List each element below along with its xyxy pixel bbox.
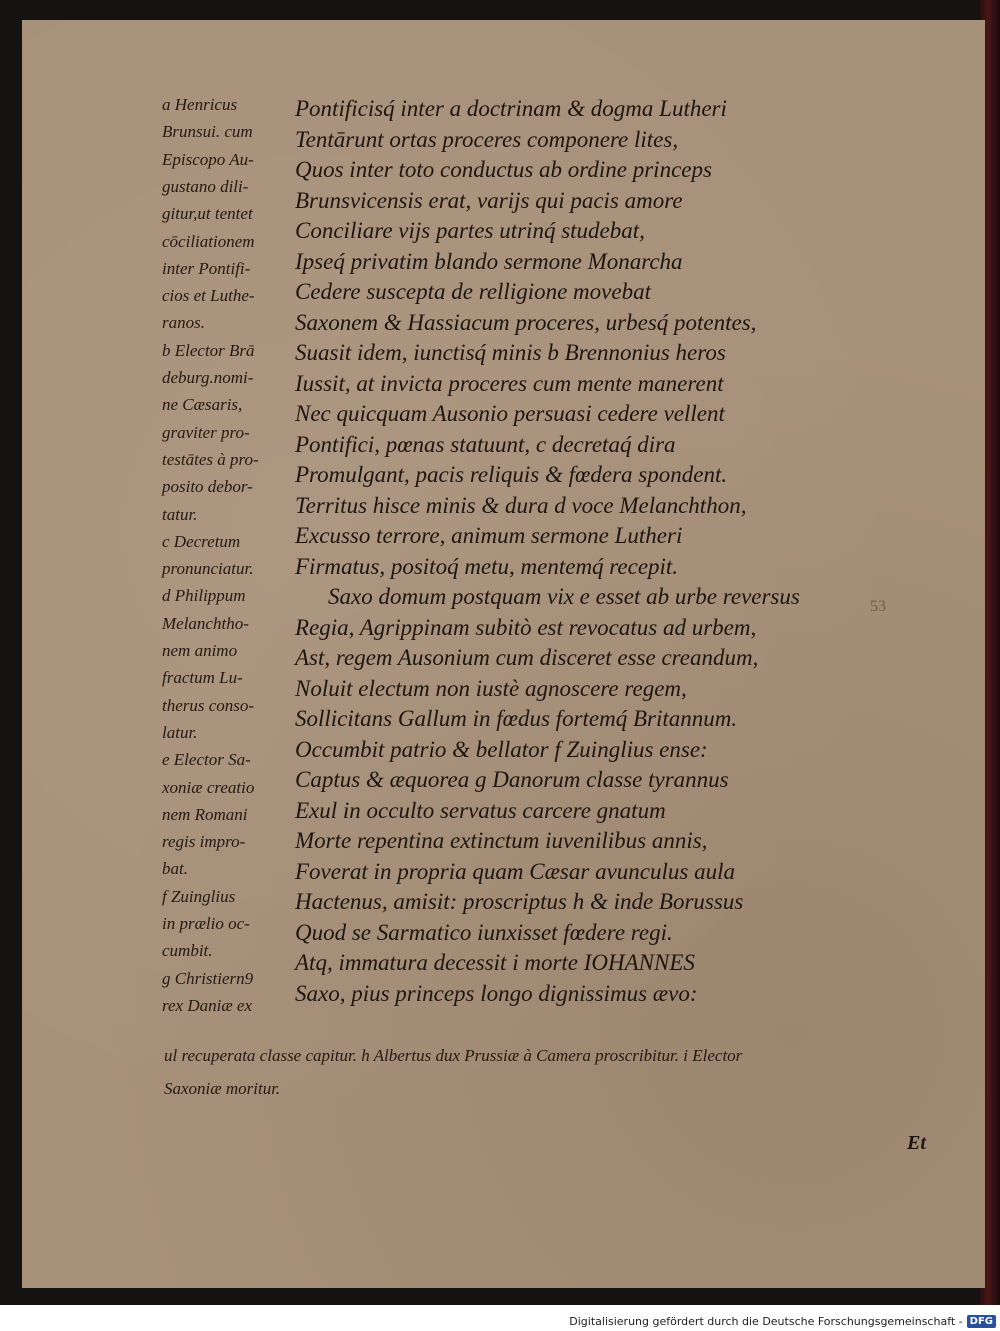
footer-text: Digitalisierung gefördert durch die Deutsche Forschungsgemeinschaft -: [569, 1314, 963, 1328]
verse-line: Saxo domum postquam vix e esset ab urbe reversus: [328, 584, 800, 609]
margin-note-line: gustano dili-: [162, 176, 249, 196]
verse-line: Pontifici, pœnas statuunt, c decretaq́ dira: [295, 431, 676, 457]
margin-note-line: fractum Lu-: [162, 668, 243, 688]
margin-note-line: b Elector Brā: [162, 340, 255, 360]
margin-note-line: latur.: [162, 722, 198, 742]
verse-line: Exul in occulto servatus carcere gnatum: [295, 797, 666, 823]
margin-note-line: Melanchtho-: [162, 613, 249, 633]
margin-note-line: Brunsui. cum: [162, 122, 253, 142]
verse-line: Saxo, pius princeps longo dignissimus ævo:: [295, 980, 698, 1006]
verse-line: Nec quicquam Ausonio persuasi cedere vellent: [295, 401, 725, 426]
book-page: [22, 20, 985, 1288]
margin-note-line: xoniæ creatio: [162, 777, 255, 797]
margin-note-line: deburg.nomi-: [162, 368, 254, 387]
margin-note-line: nem Romani: [162, 804, 248, 824]
verse-line: Ast, regem Ausonium cum disceret esse creandum,: [295, 645, 759, 670]
verse-line: Territus hisce minis & dura d voce Melanchthon,: [295, 492, 747, 518]
margin-note-line: posito debor-: [162, 477, 253, 497]
verse-line: Captus & æquorea g Danorum classe tyrannus: [295, 767, 729, 792]
verse-line: Brunsvicensis erat, varijs qui pacis amore: [295, 187, 683, 213]
verse-line: Suasit idem, iunctisq́ minis b Brennonius heros: [295, 340, 726, 365]
margin-note-line: nem animo: [162, 641, 238, 660]
verse-line: Excusso terrore, animum sermone Lutheri: [295, 523, 683, 548]
margin-note-line: Episcopo Au-: [162, 149, 254, 169]
bottom-note-line-2: Saxoniæ moritur.: [164, 1079, 281, 1098]
margin-note-line: e Elector Sa-: [162, 750, 251, 770]
margin-note-line: cumbit.: [162, 941, 213, 961]
verse-line: Regia, Agrippinam subitò est revocatus ad urbem,: [295, 614, 757, 640]
verse-line: Quod se Sarmatico iunxisset fœdere regi.: [295, 919, 673, 945]
margin-note-line: d Philippum: [162, 586, 246, 606]
bottom-note-line-1: ul recuperata classe capitur. h Albertus dux Prussiæ à Camera proscribitur. i Elector: [164, 1046, 743, 1065]
margin-note-line: f Zuinglius: [162, 886, 236, 906]
margin-note-line: g Christiern9: [162, 968, 254, 988]
margin-note-line: cōciliationem: [162, 231, 255, 251]
margin-note-line: pronunciatur.: [162, 559, 254, 579]
catchword: Et: [907, 1132, 926, 1154]
verse-line: Hactenus, amisit: proscriptus h & inde Borussus: [295, 889, 744, 914]
margin-note-line: a Henricus: [162, 95, 238, 114]
margin-note-line: therus conso-: [162, 695, 255, 715]
verse-line: Atq, immatura decessit i morte IOHANNES: [295, 950, 695, 975]
verse-line: Iussit, at invicta proceres cum mente manerent: [295, 370, 724, 396]
margin-note-line: in prælio oc-: [162, 914, 250, 933]
margin-note-line: graviter pro-: [162, 422, 250, 442]
verse-line: Quos inter toto conductus ab ordine princeps: [295, 157, 712, 182]
verse-line: Promulgant, pacis reliquis & fœdera spondent.: [295, 462, 728, 487]
margin-note-line: ne Cæsaris,: [162, 395, 243, 415]
margin-note-line: c Decretum: [162, 531, 241, 551]
verse-line: Conciliare vijs partes utrinq́ studebat,: [295, 218, 645, 243]
verse-line: Morte repentina extinctum iuvenilibus annis,: [295, 828, 708, 853]
verse-line: Firmatus, positoq́ metu, mentemq́ recepit.: [295, 553, 679, 579]
margin-note-line: testātes à pro-: [162, 449, 259, 469]
margin-note-line: gitur,ut tentet: [162, 204, 253, 224]
margin-note-line: ranos.: [162, 313, 205, 333]
dfg-logo: DFG: [967, 1315, 996, 1328]
verse-line: Foverat in propria quam Cæsar avunculus aula: [295, 858, 735, 884]
faded-margin-number: 53: [870, 598, 886, 615]
margin-note-line: inter Pontifi-: [162, 258, 251, 278]
verse-line: Pontificisq́ inter a doctrinam & dogma Lutheri: [295, 96, 727, 121]
verse-line: Saxonem & Hassiacum proceres, urbesq́ potentes,: [295, 309, 757, 335]
verse-line: Noluit electum non iustè agnoscere regem,: [295, 675, 687, 701]
verse-line: Occumbit patrio & bellator f Zuinglius ense:: [295, 736, 708, 762]
margin-note-line: cios et Luthe-: [162, 286, 255, 306]
margin-note-line: bat.: [162, 859, 188, 879]
margin-note-line: tatur.: [162, 504, 198, 524]
verse-line: Cedere suscepta de relligione movebat: [295, 279, 651, 304]
verse-line: Tentārunt ortas proceres componere lites,: [295, 126, 679, 152]
digitization-footer: [569, 1311, 996, 1331]
margin-note-line: rex Daniæ ex: [162, 995, 253, 1015]
margin-note-line: regis impro-: [162, 832, 246, 852]
verse-line: Ipseq́ privatim blando sermone Monarcha: [295, 248, 683, 274]
verse-line: Sollicitans Gallum in fœdus fortemq́ Britannum.: [295, 706, 738, 731]
